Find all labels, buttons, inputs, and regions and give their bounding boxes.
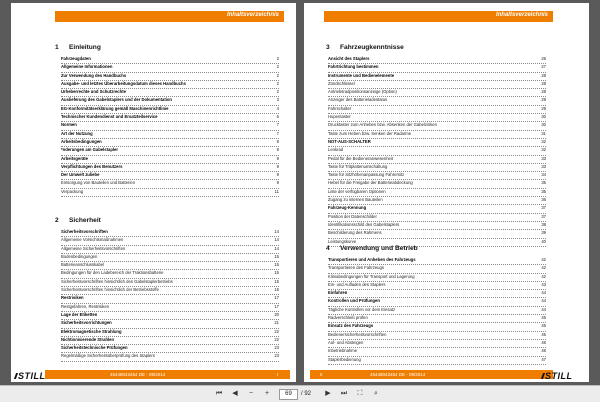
toc-entry[interactable] [328, 156, 546, 164]
toc-entry-page: 28 [541, 89, 546, 95]
toc-entry-page: 33 [541, 155, 546, 161]
toc-entry[interactable] [61, 262, 279, 270]
toc-entry-title: Auf- und Absteigen [328, 339, 364, 345]
viewer-toolbar [0, 385, 600, 402]
toc-entry-title: Ein- und Aufladen des Staplers [328, 281, 386, 287]
toc-entry-title: Allgemeine Informationen [61, 64, 113, 70]
toc-entry[interactable] [61, 237, 279, 245]
toc-entry[interactable] [328, 205, 546, 213]
page-total-label: / 92 [301, 391, 312, 397]
still-logo: STILL [542, 371, 573, 381]
toc-entry-title: Ausgabe- und letztes Überarbeitungsdatum dieses Handbuchs [61, 80, 186, 86]
toc-entry-title: Sicherheitsvorschriften [61, 229, 108, 234]
toc-entry-title: Bedingungen für den Ladebereich der Traktionsbatterie [61, 270, 164, 276]
previous-page-icon[interactable]: ◀ [232, 390, 238, 397]
toc-entry-title: Inbetriebnahme [328, 348, 358, 354]
toc-entry[interactable] [61, 73, 279, 81]
toc-entry-title: Taste zum Heben bzw. Senken der Radarme [328, 130, 412, 136]
toc-entry-page: 2 [276, 56, 279, 61]
last-page-icon[interactable]: ⏭ [340, 390, 348, 397]
toc-entry-page: 43 [541, 281, 546, 287]
toc-entry[interactable] [61, 131, 279, 139]
section-title: Einleitung [69, 44, 101, 51]
toc-entry-page: 17 [274, 303, 279, 309]
toc-entry-title: Fahrtrichtung bestimmen [328, 64, 379, 70]
toc-entry[interactable] [61, 295, 279, 303]
document-page-left [11, 3, 296, 382]
toc-list-section-2 [61, 229, 279, 362]
toc-entry-page: 15 [274, 253, 279, 259]
toc-entry[interactable] [328, 348, 546, 356]
toc-entry-title: Sicherheitsvorschriften hinsichtlich der Betriebsstoffe [61, 287, 159, 293]
toc-entry-page: 42 [541, 265, 546, 271]
toc-entry-page: 5 [276, 114, 279, 120]
toc-entry-title: Regelmäßige Sicherheitsüberprüfung des Staplers [61, 353, 155, 359]
toc-entry-page: 4 [276, 105, 279, 111]
section-number: 2 [55, 217, 59, 224]
toc-entry[interactable] [328, 122, 546, 130]
toc-entry-title: Hupentaster [328, 114, 351, 120]
toc-entry[interactable] [328, 64, 546, 72]
toc-entry-title: Fahrzeugdaten [61, 56, 91, 61]
toc-entry-page: 15 [274, 270, 279, 276]
toc-entry[interactable] [61, 345, 279, 353]
toc-entry-title: Kontrollen und Prüfungen [328, 298, 380, 304]
toc-entry[interactable] [61, 279, 279, 287]
section-number: 1 [55, 44, 59, 51]
toc-entry[interactable] [61, 189, 279, 197]
toc-entry-title: Normen [61, 122, 77, 128]
toc-entry[interactable] [328, 290, 546, 298]
toc-entry[interactable] [328, 197, 546, 205]
toc-entry-page: 44 [541, 306, 546, 312]
toc-entry-title: Instrumente und Bedienelemente [328, 72, 395, 78]
toc-entry-title: Nichtionisierende Strahlen [61, 336, 115, 342]
toc-entry-page: 3 [276, 97, 279, 103]
toc-entry-page: 14 [274, 237, 279, 243]
toc-entry[interactable] [328, 323, 546, 331]
toc-entry-title: Einfahren [328, 290, 348, 296]
toc-entry-title: Liste der verfügbaren Optionen [328, 188, 386, 194]
toc-entry[interactable] [328, 282, 546, 290]
toc-entry[interactable] [328, 332, 546, 340]
toc-entry-title: Art der Nutzung [61, 130, 93, 136]
toc-entry[interactable] [328, 222, 546, 230]
toc-entry[interactable] [328, 164, 546, 172]
toc-entry[interactable] [328, 257, 546, 265]
toc-entry-page: 46 [541, 339, 546, 345]
toc-entry-page: 7 [276, 122, 279, 128]
footer-page-number: I [276, 372, 278, 377]
fit-page-icon[interactable]: ⛶ [357, 390, 363, 397]
toc-entry-title: *nderungen am Gabelstapler [61, 147, 119, 153]
footer-doc-code: 45448043454 DE - 09/2014 [110, 372, 166, 377]
toc-entry-title: Pedal für die Bedieneranwesenheit [328, 155, 393, 161]
toc-entry[interactable] [61, 270, 279, 278]
toc-entry-title: Anzeiger des Batterieladestatus [328, 97, 388, 103]
toc-entry[interactable] [61, 164, 279, 172]
toc-entry-page: 23 [274, 353, 279, 359]
toc-entry-page: 27 [541, 64, 546, 70]
zoom-out-icon[interactable]: − [248, 390, 254, 397]
toc-entry-page: 35 [541, 180, 546, 186]
toc-entry[interactable] [61, 89, 279, 97]
toc-list-section-1 [61, 56, 279, 197]
toc-entry[interactable] [328, 106, 546, 114]
first-page-icon[interactable]: ⏮ [215, 390, 223, 397]
toc-entry-title: Verpflichtungen des Benutzers [61, 163, 123, 169]
toc-entry[interactable] [61, 254, 279, 262]
toc-entry-page: 15 [274, 262, 279, 268]
toc-entry-page: 2 [276, 80, 279, 86]
toc-entry-page: 32 [541, 138, 546, 144]
toc-entry-page: 21 [274, 320, 279, 326]
toc-entry[interactable] [328, 180, 546, 188]
toc-entry-page: 2 [276, 72, 279, 78]
toc-entry[interactable] [61, 64, 279, 72]
toc-entry[interactable] [61, 304, 279, 312]
toc-entry-title: Bodenbedingungen [61, 253, 98, 259]
toc-entry-page: 9 [276, 172, 279, 178]
page-header-bar [324, 11, 553, 22]
toc-entry[interactable] [61, 147, 279, 155]
toc-entry-page: 9 [276, 155, 279, 161]
section-title: Fahrzeugkenntnisse [340, 44, 404, 51]
toc-entry[interactable] [328, 147, 546, 155]
toc-entry[interactable] [328, 114, 546, 122]
zoom-in-icon[interactable]: + [264, 390, 270, 397]
toc-entry-title: Fahrzeug-Kennung [328, 205, 367, 211]
toc-entry-title: NOT-AUS-SCHALTER [328, 138, 371, 144]
toc-entry-page: 46 [541, 348, 546, 354]
toc-entry-title: Position der Datenschilder [328, 213, 377, 219]
toc-entry-title: Restrisiken [61, 295, 84, 301]
toc-entry-page: 8 [276, 138, 279, 144]
toc-entry-page: 20 [274, 311, 279, 317]
toc-entry-title: Leistungskurve [328, 238, 357, 244]
toc-entry-title: Zündschlüssel [328, 80, 355, 86]
toc-entry-page: 16 [274, 287, 279, 293]
toc-entry[interactable] [61, 97, 279, 105]
toc-list-section-4 [328, 257, 546, 365]
page-footer-bar [45, 370, 290, 379]
toc-entry-title: Transportieren des Fahrzeugs [328, 265, 384, 271]
toc-entry[interactable] [328, 214, 546, 222]
toc-entry-page: 7 [276, 130, 279, 136]
next-page-icon[interactable]: ▶ [325, 390, 331, 397]
toc-entry-page: 44 [541, 290, 546, 296]
toc-entry[interactable] [328, 307, 546, 315]
toc-entry[interactable] [61, 353, 279, 361]
toc-entry-title: Urheberrechte und Schutzrechte [61, 89, 126, 95]
toc-entry-page: 29 [541, 105, 546, 111]
footer-doc-code: 45448043454 DE - 09/2014 [370, 372, 426, 377]
toc-entry[interactable] [328, 340, 546, 348]
toc-entry[interactable] [328, 230, 546, 238]
document-page-right [304, 3, 589, 382]
toc-entry-title: Taste für Sitzhöhenanpassung Fahrersitz [328, 172, 405, 178]
toc-entry-title: Allgemeine Sicherheitsvorschriften [61, 245, 126, 251]
toc-entry-page: 2 [276, 89, 279, 95]
toc-list-section-3 [328, 56, 546, 247]
toc-entry[interactable] [61, 122, 279, 130]
toc-entry[interactable] [61, 337, 279, 345]
toc-entry-page: 42 [541, 273, 546, 279]
toc-entry-title: Technischer Kundendienst und Ersatzteilservice [61, 114, 158, 120]
page-header-title: Inhaltsverzeichnis [495, 12, 548, 18]
toc-entry-title: Arbeitsgeräte [61, 155, 88, 161]
toc-entry[interactable] [61, 56, 279, 64]
still-logo: STILL [15, 371, 46, 381]
toc-entry[interactable] [61, 180, 279, 188]
toc-entry-page: 26 [541, 56, 546, 61]
page-header-title: Inhaltsverzeichnis [226, 12, 279, 18]
section-title: Verwendung und Betrieb [340, 245, 418, 252]
toc-entry-title: Sicherheitsvorrichtungen [61, 320, 112, 326]
toc-entry[interactable] [328, 56, 546, 64]
toc-entry-page: 36 [541, 197, 546, 203]
toc-entry-title: Elektromagnetische Strahlung [61, 328, 122, 334]
toc-entry[interactable] [61, 81, 279, 89]
toc-entry-title: Ansicht des Staplers [328, 56, 370, 61]
toc-entry[interactable] [61, 229, 279, 237]
toc-entry-page: 11 [274, 188, 279, 194]
toc-entry[interactable] [328, 265, 546, 273]
toc-entry[interactable] [328, 189, 546, 197]
toc-entry-title: Verpackung [61, 188, 84, 194]
section-number: 3 [326, 44, 330, 51]
toc-entry-title: Hebel für die Freigabe der Batterieabdeckung [328, 180, 413, 186]
toc-entry[interactable] [328, 89, 546, 97]
toc-entry-page: 44 [541, 298, 546, 304]
toc-entry[interactable] [328, 357, 546, 365]
toc-entry-page: 32 [541, 147, 546, 153]
page-number-input[interactable]: 69 [279, 389, 298, 400]
toc-entry-page: 30 [541, 122, 546, 128]
toc-entry-title: Identifikationsschild des Gabelstaplers [328, 221, 400, 227]
toc-entry-title: Der Umwelt zuliebe [61, 172, 100, 178]
toc-entry-title: Einsatz des Fahrzeugs [328, 323, 374, 329]
toc-entry-page: 14 [274, 229, 279, 234]
toc-entry-page: 23 [274, 345, 279, 351]
toc-entry-page: 45 [541, 331, 546, 337]
toc-entry-page: 15 [274, 278, 279, 284]
toc-entry-title: Transportieren und Anheben des Fahrzeugs [328, 257, 416, 262]
toc-entry[interactable] [61, 329, 279, 337]
page-header-bar [55, 11, 284, 22]
toc-entry[interactable] [61, 287, 279, 295]
toc-entry[interactable] [61, 156, 279, 164]
toc-entry-page: 22 [274, 336, 279, 342]
toc-entry-page: 17 [274, 295, 279, 301]
toc-entry-page: 9 [276, 163, 279, 169]
toc-entry[interactable] [328, 97, 546, 105]
toc-entry-title: Sicherheitsvorschriften hinsichtlich des Gabelstaplerbetriebs [61, 278, 173, 284]
toc-entry-page: 47 [541, 356, 546, 362]
toc-entry-title: Zugang zu internen Bauteilen [328, 197, 383, 203]
toc-entry-page: 28 [541, 72, 546, 78]
toc-entry-page: 34 [541, 172, 546, 178]
toc-entry-title: Restgefahren, Restrisiken [61, 303, 110, 309]
toc-entry[interactable] [328, 315, 546, 323]
toc-entry-page: 42 [541, 257, 546, 262]
toc-entry-title: Auslieferung des Gabelstaplers und der Dokumentation [61, 97, 172, 103]
toc-entry[interactable] [61, 114, 279, 122]
toc-entry-title: Klimabedingungen für Transport und Lagerung [328, 273, 415, 279]
toc-entry-page: 9 [276, 180, 279, 186]
toc-entry-title: Lenkrad [328, 147, 344, 153]
toc-entry-title: EG-Konformitätserklärung gemäß Maschinenrichtlinie [61, 105, 169, 111]
toc-entry-title: Taste für Tritplattenumschaltung [328, 163, 388, 169]
toc-entry[interactable] [61, 106, 279, 114]
toc-entry-title: Entsorgung von Bauteilen und Batterien [61, 180, 136, 186]
toc-entry-page: 29 [541, 97, 546, 103]
toc-entry-page: 2 [276, 64, 279, 70]
toc-entry[interactable] [61, 172, 279, 180]
toc-entry[interactable] [61, 320, 279, 328]
toc-entry-title: Antriebsradpositionsanzeige (Option) [328, 89, 397, 95]
section-number: 4 [326, 245, 330, 252]
toc-entry[interactable] [61, 139, 279, 147]
toc-entry[interactable] [328, 81, 546, 89]
toc-entry-title: Arbeitsbedingungen [61, 138, 102, 144]
toc-entry-page: 22 [274, 328, 279, 334]
toc-entry-page: 45 [541, 315, 546, 321]
toc-entry-title: Beschilderung des Rahmens [328, 230, 382, 236]
search-icon[interactable]: ⌕ [374, 390, 378, 397]
toc-entry[interactable] [61, 312, 279, 320]
toc-entry[interactable] [328, 274, 546, 282]
toc-entry[interactable] [61, 246, 279, 254]
toc-entry-title: Batterieanschlusskabel [61, 262, 105, 268]
toc-entry-title: Fahrschalter [328, 105, 352, 111]
toc-entry-title: Bedienersicherheitsvorschriften [328, 331, 387, 337]
toc-entry-page: 35 [541, 188, 546, 194]
toc-entry-title: Lage der Etiketten [61, 311, 98, 317]
toc-entry-title: Drucktaster zum Anheben bzw. Absenken der Gabelzinken [328, 122, 437, 128]
toc-entry-page: 45 [541, 323, 546, 329]
toc-entry-page: 38 [541, 221, 546, 227]
toc-entry-page: 31 [541, 130, 546, 136]
footer-page-number: II [320, 372, 323, 377]
toc-entry[interactable] [328, 139, 546, 147]
toc-entry[interactable] [328, 131, 546, 139]
toc-entry-page: 40 [541, 238, 546, 244]
toc-entry-title: Radverschleiß prüfen [328, 315, 368, 321]
section-title: Sicherheit [69, 217, 101, 224]
toc-entry[interactable] [328, 298, 546, 306]
toc-entry-page: 30 [541, 114, 546, 120]
toc-entry-title: Sicherheitstechnische Prüfungen [61, 345, 128, 351]
page-footer-bar [310, 370, 553, 379]
toc-entry-page: 14 [274, 245, 279, 251]
toc-entry-title: Zur Verwendung des Handbuchs [61, 72, 127, 78]
toc-entry-page: 28 [541, 80, 546, 86]
toc-entry-page: 8 [276, 147, 279, 153]
toc-entry-page: 37 [541, 213, 546, 219]
toc-entry[interactable] [328, 172, 546, 180]
toc-entry-page: 37 [541, 205, 546, 211]
toc-entry-page: 39 [541, 230, 546, 236]
toc-entry-title: Allgemeine Vorsichtsmaßnahmen [61, 237, 124, 243]
toc-entry-page: 33 [541, 163, 546, 169]
toc-entry-title: Tägliche Kontrollen vor dem Einsatz [328, 306, 396, 312]
toc-entry[interactable] [328, 73, 546, 81]
toc-entry-title: Staplerbedienung [328, 356, 361, 362]
